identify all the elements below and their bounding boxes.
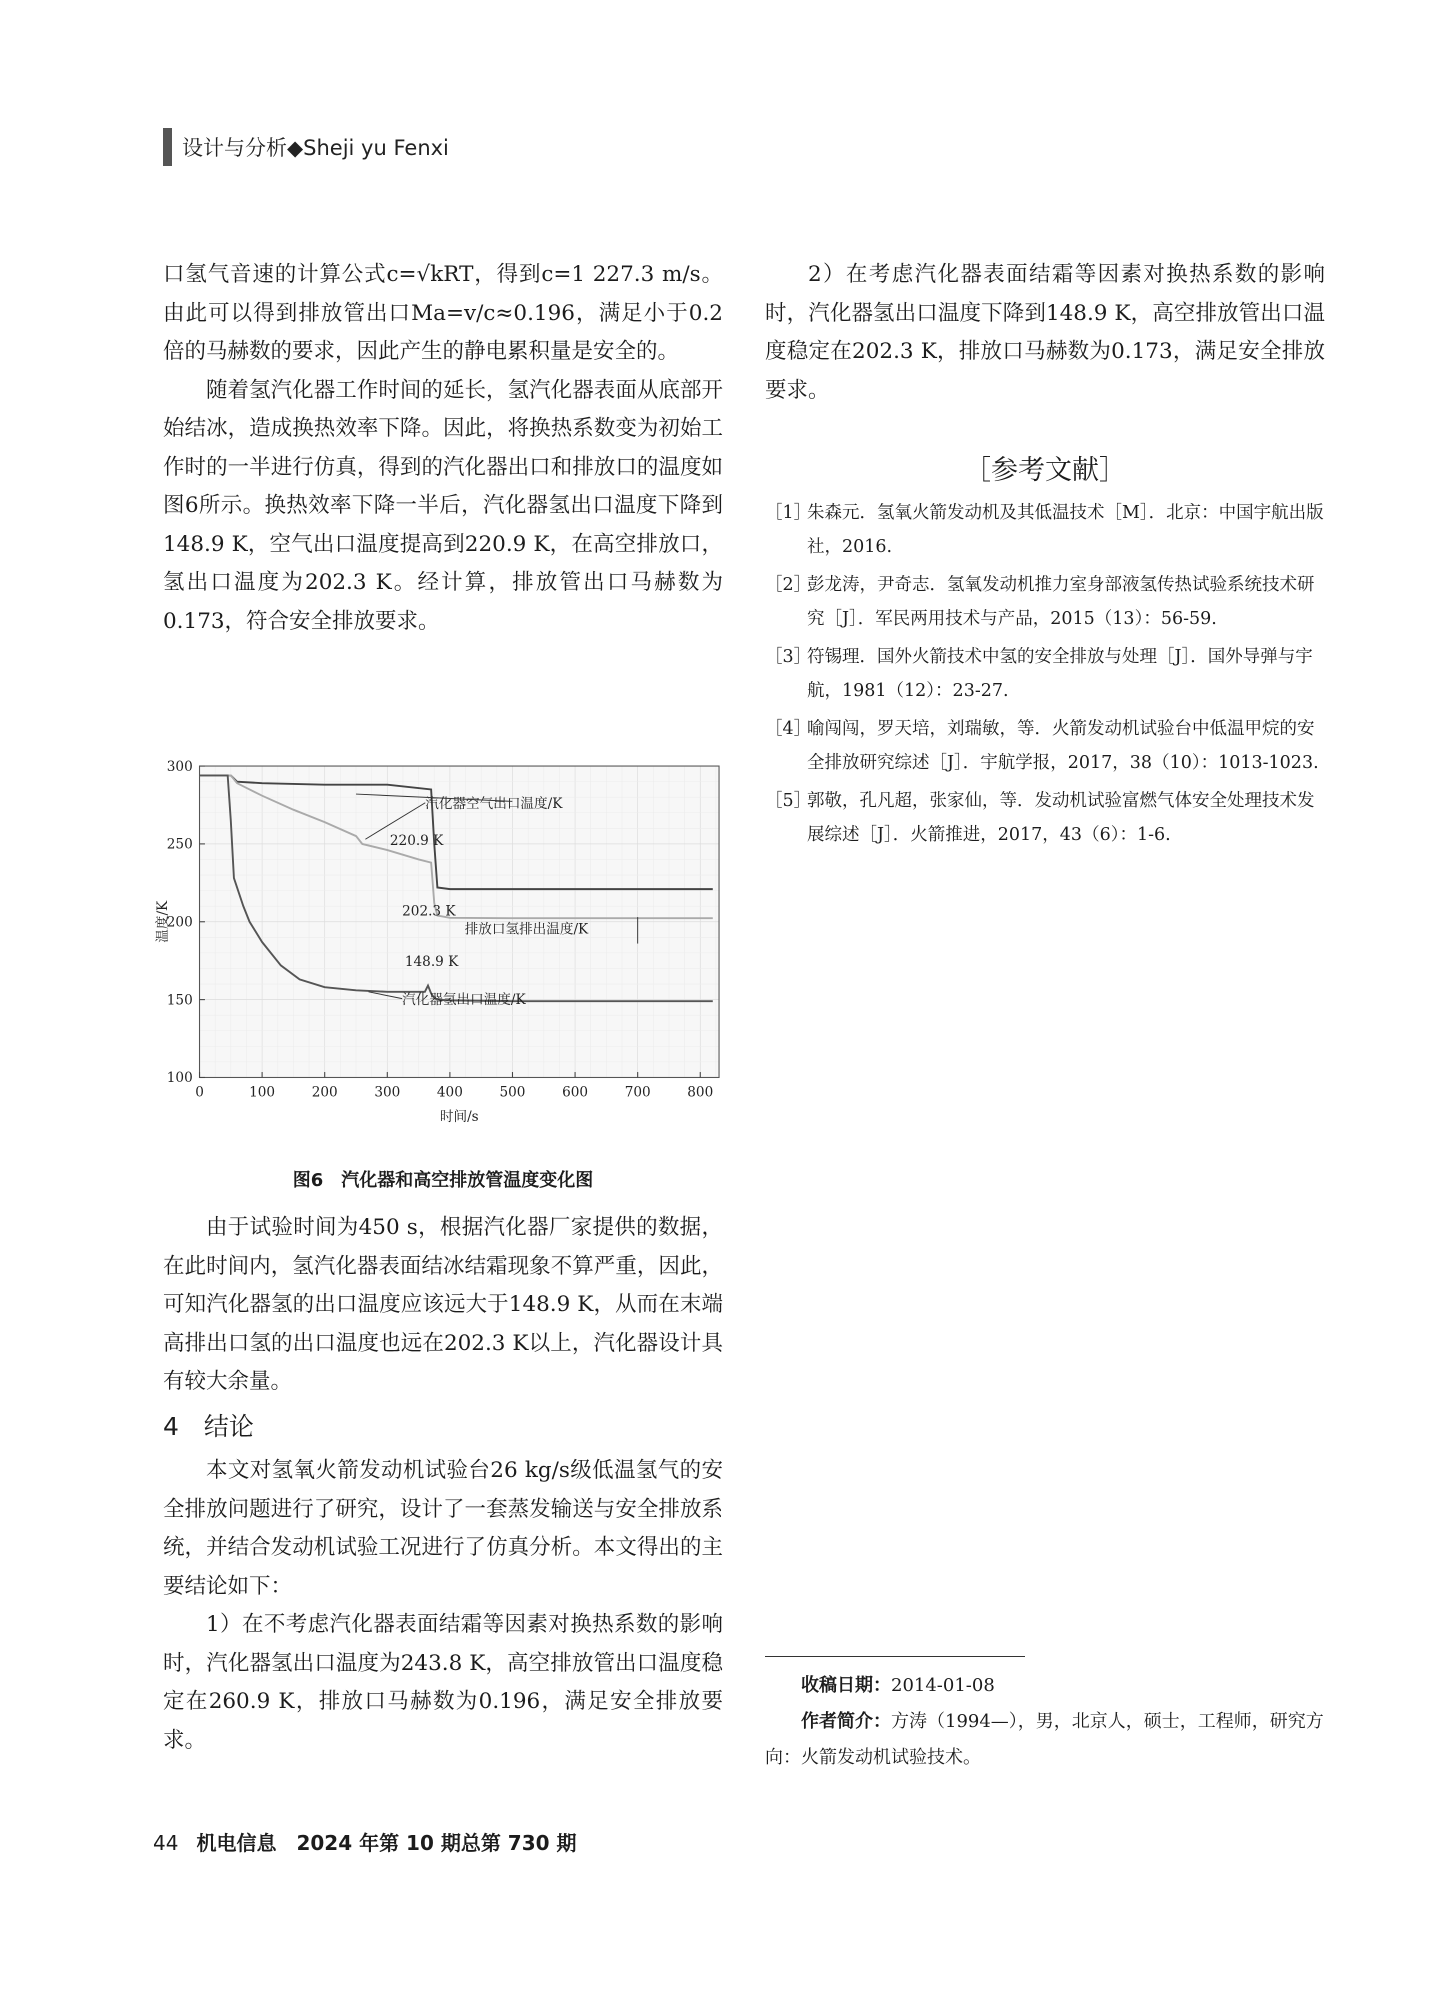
paragraph: 1）在不考虑汽化器表面结霜等因素对换热系数的影响时，汽化器氢出口温度为243.8 K，高空排放管出口温度稳定在260.9 K，排放口马赫数为0.196，满足安全排放要求。 (163, 1612, 723, 1753)
x-tick-label: 400 (436, 1084, 463, 1101)
chart-annotation: 148.9 K (404, 953, 459, 970)
left-column-top (163, 256, 723, 641)
x-tick-label: 200 (311, 1084, 338, 1101)
reference-number: ［3］ (765, 647, 812, 667)
chart-annotation: 220.9 K (389, 832, 444, 849)
y-tick-label: 100 (166, 1070, 193, 1087)
received-date (765, 1668, 1330, 1704)
chart-annotation: 排放口氢排出温度/K (464, 921, 589, 938)
reference-item (765, 568, 1330, 636)
chart-annotation: 汽化器氢出口温度/K (402, 992, 526, 1009)
reference-item (765, 496, 1330, 564)
figure-caption: 图6 汽化器和高空排放管温度变化图 (292, 1170, 594, 1191)
reference-item (765, 784, 1330, 852)
y-tick-label: 300 (166, 758, 193, 775)
x-tick-label: 500 (499, 1084, 526, 1101)
author-value: 方涛（1994—），男，北京人，硕士，工程师，研究方向：火箭发动机试验技术。 (765, 1711, 1324, 1768)
x-axis-label: 时间/s (439, 1109, 479, 1125)
y-tick-label: 150 (166, 992, 193, 1009)
left-column-bottom (163, 1209, 723, 1760)
right-column-top (765, 256, 1325, 410)
chart-annotation: 202.3 K (402, 903, 456, 920)
x-tick-label: 100 (249, 1084, 276, 1101)
journal-info: 机电信息 2024 年第 10 期总第 730 期 (196, 1831, 577, 1855)
page-number: 44 (153, 1831, 179, 1855)
reference-number: ［2］ (765, 575, 812, 595)
chart-plot-group (154, 759, 719, 1125)
chart-annotation: 汽化器空气出口温度/K (425, 796, 563, 813)
reference-number: ［1］ (765, 503, 812, 523)
x-tick-label: 300 (374, 1084, 401, 1101)
paragraph: 2）在考虑汽化器表面结霜等因素对换热系数的影响时，汽化器氢出口温度下降到148.9 K，高空排放管出口温度稳定在202.3 K，排放口马赫数为0.173，满足安全排放要求。 (765, 262, 1325, 403)
reference-item (765, 640, 1330, 708)
received-value: 2014-01-08 (891, 1675, 995, 1696)
x-tick-label: 600 (562, 1084, 589, 1101)
footnote (765, 1668, 1330, 1776)
y-tick-label: 200 (166, 914, 193, 931)
paragraph: 口氢气音速的计算公式c=√kRT，得到c=1 227.3 m/s。由此可以得到排放管出口Ma=v/c≈0.196，满足小于0.2倍的马赫数的要求，因此产生的静电累积量是安全的。 (163, 262, 723, 364)
x-tick-label: 700 (624, 1084, 651, 1101)
y-tick-label: 250 (166, 836, 193, 853)
y-axis-label: 温度/K (154, 900, 171, 943)
reference-text: 郭敬，孔凡超，张家仙，等．发动机试验富燃气体安全处理技术发展综述［J］．火箭推进，2017，43（6）：1-6. (807, 791, 1315, 845)
received-label: 收稿日期： (801, 1675, 891, 1696)
header-text: 设计与分析◆Sheji yu Fenxi (182, 136, 449, 160)
temperature-chart (148, 743, 720, 1129)
reference-text: 朱森元．氢氧火箭发动机及其低温技术［M］．北京：中国宇航出版社，2016. (807, 503, 1324, 557)
reference-item (765, 712, 1330, 780)
reference-text: 喻闯闯，罗天培，刘瑞敏，等．火箭发动机试验台中低温甲烷的安全排放研究综述［J］．宇航学报，2017，38（10）：1013-1023. (807, 719, 1319, 773)
references-list (765, 496, 1330, 856)
section-heading: 4 结论 (163, 1411, 254, 1441)
reference-text: 彭龙涛，尹奇志．氢氧发动机推力室身部液氢传热试验系统技术研究［J］．军民两用技术与产品，2015（13）：56-59. (807, 575, 1315, 629)
paragraph: 由于试验时间为450 s，根据汽化器厂家提供的数据，在此时间内，氢汽化器表面结冰结霜现象不算严重，因此，可知汽化器氢的出口温度应该远大于148.9 K，从而在末端高排出口氢的出口温度也远在202.3 K以上，汽化器设计具有较大余量。 (163, 1215, 723, 1394)
author-info (765, 1704, 1330, 1776)
x-tick-label: 0 (195, 1084, 204, 1101)
paragraph: 随着氢汽化器工作时间的延长，氢汽化器表面从底部开始结冰，造成换热效率下降。因此，将换热系数变为初始工作时的一半进行仿真，得到的汽化器出口和排放口的温度如图6所示。换热效率下降一半后，汽化器氢出口温度下降到148.9 K，空气出口温度提高到220.9 K，在高空排放口，氢出口温度为202.3 K。经计算，排放管出口马赫数为0.173，符合安全排放要求。 (163, 377, 723, 634)
paragraph: 本文对氢氧火箭发动机试验台26 kg/s级低温氢气的安全排放问题进行了研究，设计了一套蒸发输送与安全排放系统，并结合发动机试验工况进行了仿真分析。本文得出的主要结论如下： (163, 1458, 723, 1599)
page-footer (153, 1827, 577, 1856)
running-header (163, 128, 449, 166)
x-tick-label: 800 (687, 1084, 714, 1101)
figure-6 (148, 743, 720, 1129)
references-title: ［参考文献］ (964, 455, 1126, 486)
reference-number: ［5］ (765, 791, 812, 811)
header-bar (163, 128, 172, 166)
footnote-rule (765, 1656, 1025, 1657)
reference-number: ［4］ (765, 719, 812, 739)
reference-text: 符锡理．国外火箭技术中氢的安全排放与处理［J］．国外导弹与宇航，1981（12）：23-27. (807, 647, 1313, 701)
author-label: 作者简介： (801, 1711, 891, 1732)
